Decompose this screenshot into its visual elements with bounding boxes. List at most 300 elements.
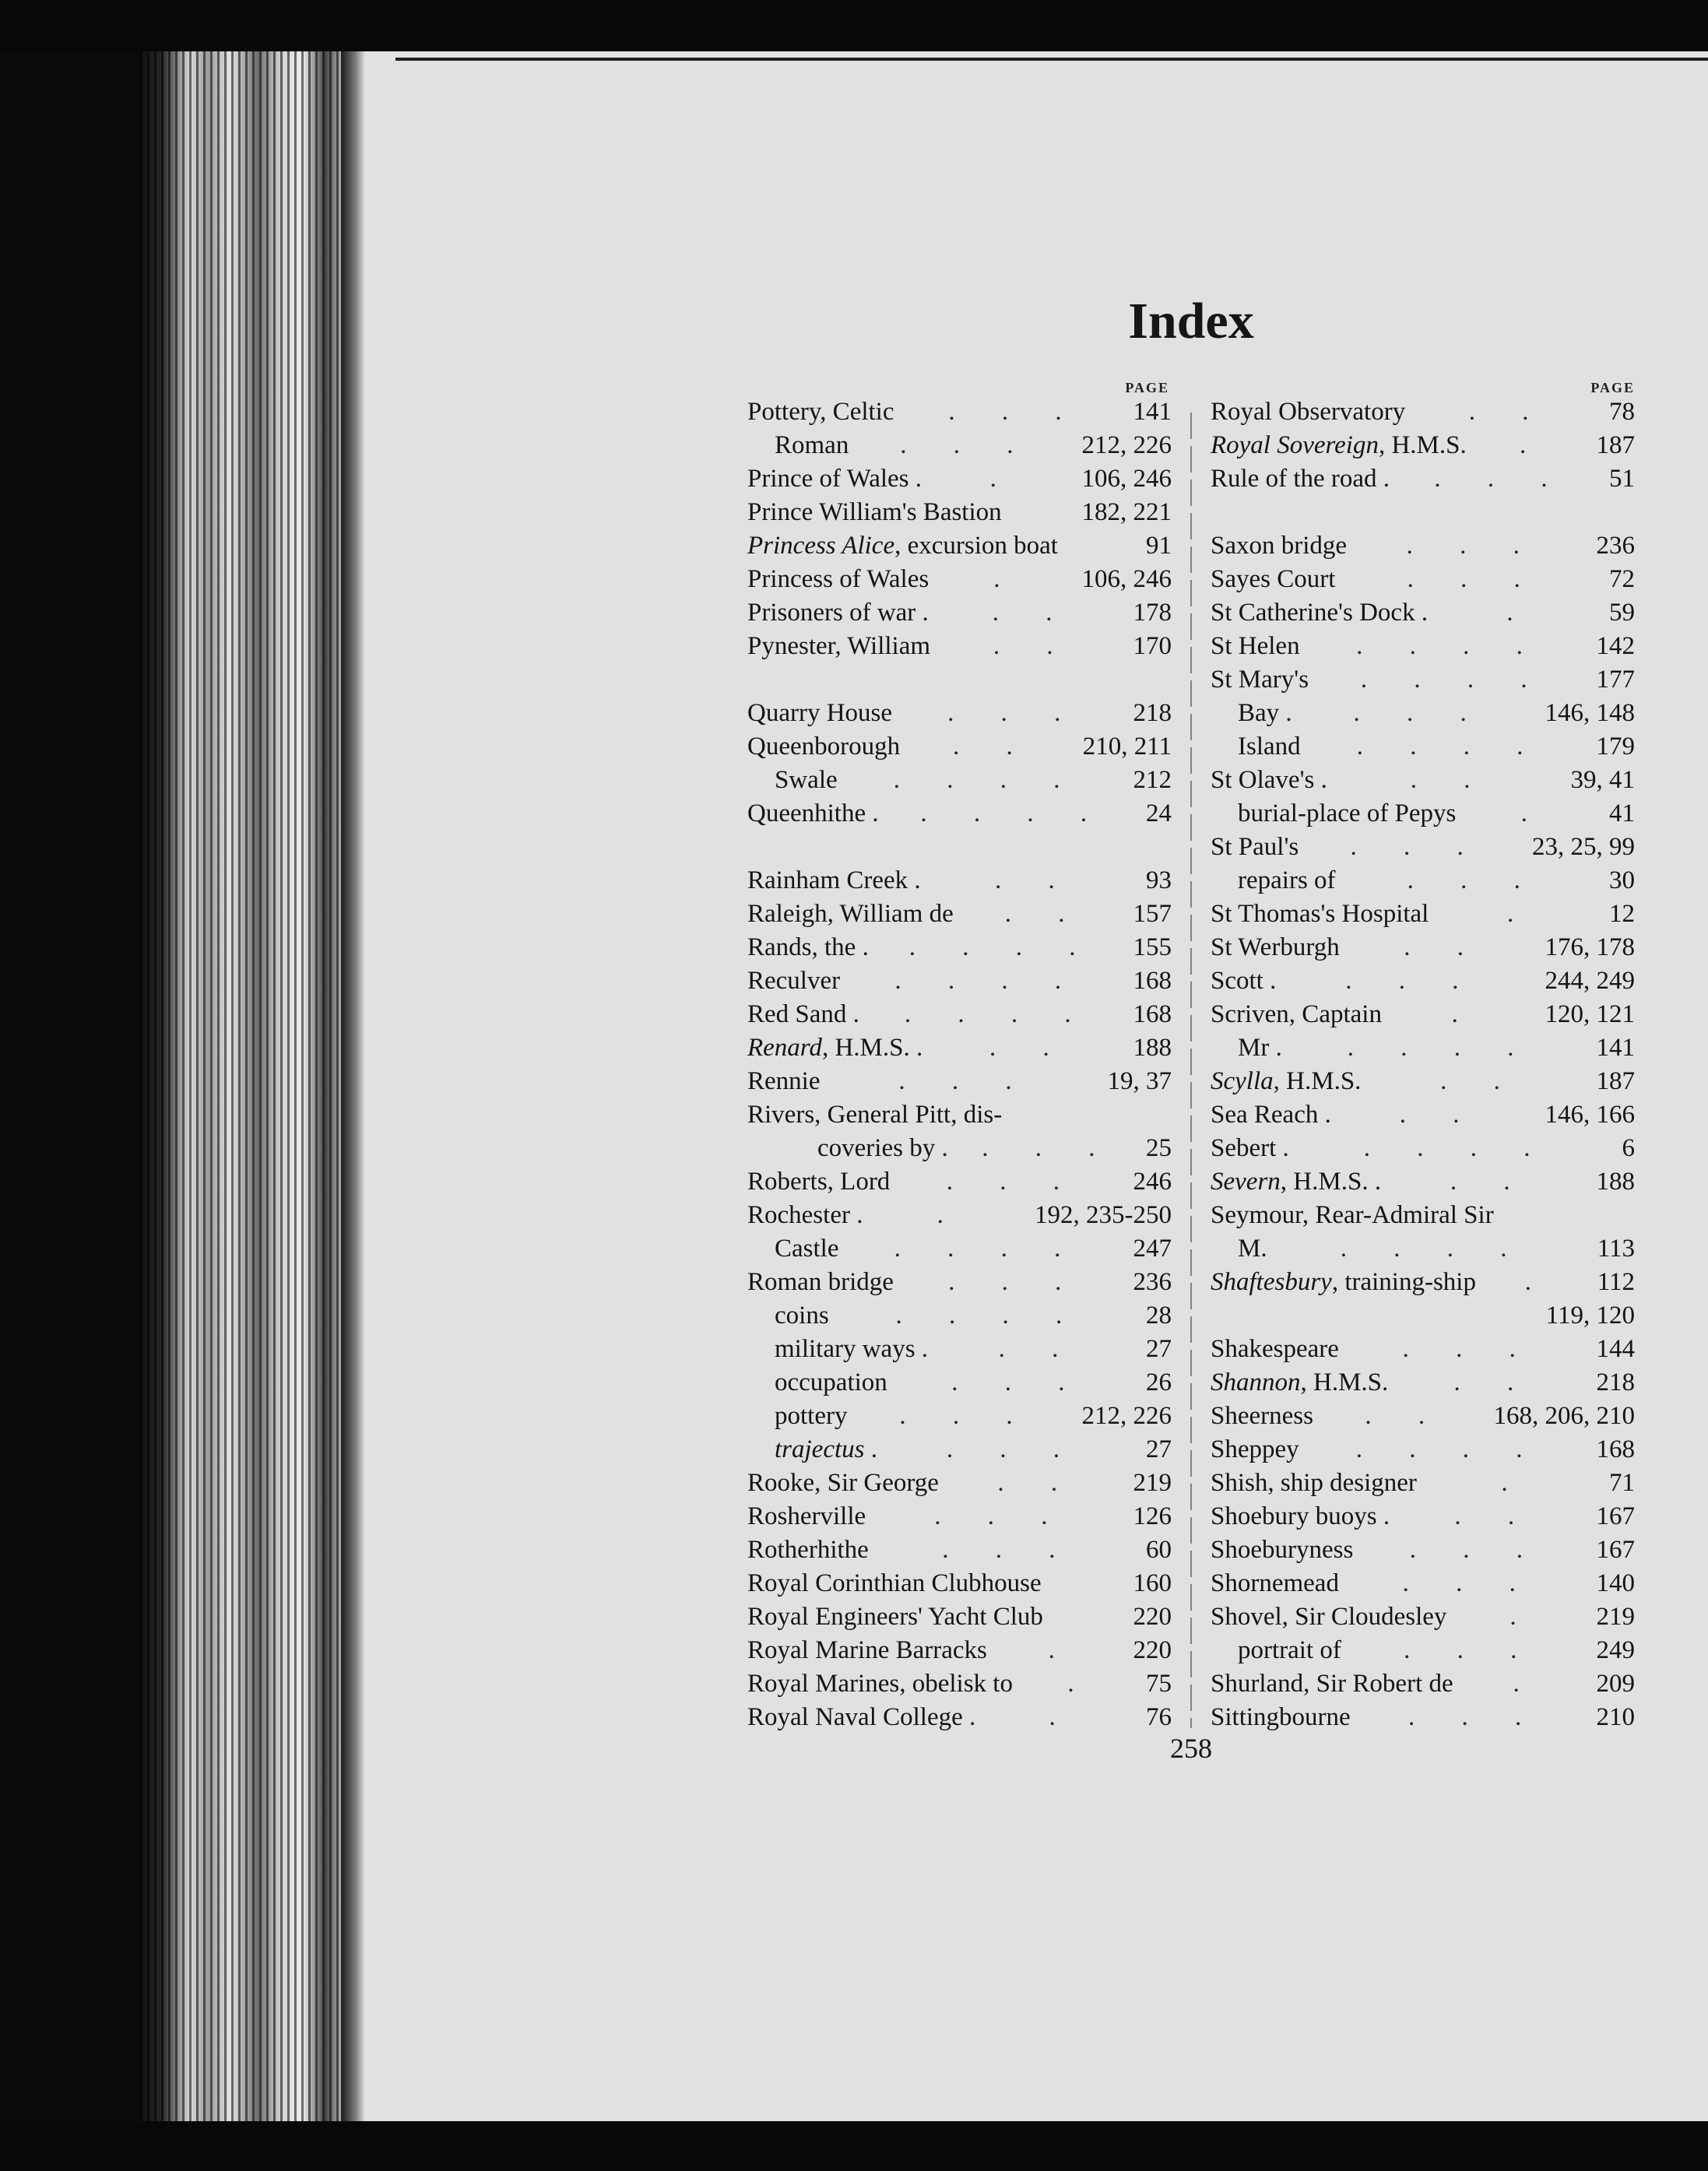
index-entry-label: Shornemead (1211, 1569, 1339, 1597)
index-entry (747, 1433, 1172, 1467)
index-page-numbers: 212, 226 (1081, 1402, 1172, 1430)
index-entry-label: Red Sand . (747, 1000, 859, 1028)
index-entry-label: St Thomas's Hospital (1211, 900, 1429, 928)
index-entry (747, 1567, 1172, 1600)
index-entry-label: Roberts, Lord (747, 1168, 891, 1196)
index-entry (1211, 998, 1635, 1031)
index-entry-label: Roman (775, 431, 849, 459)
dot-leader: . . (1453, 1368, 1534, 1396)
index-entry-italic: trajectus (775, 1435, 865, 1463)
index-page-numbers: 39, 41 (1570, 766, 1635, 794)
dot-leader: . . . (900, 431, 1034, 459)
dot-leader: . . . (1402, 1569, 1536, 1597)
index-page-numbers: 6 (1622, 1134, 1635, 1162)
index-entry (747, 529, 1172, 563)
index-entry (1211, 395, 1635, 429)
dot-leader: . . . (951, 1368, 1085, 1396)
spine-shadow (341, 51, 364, 2124)
index-entry (1211, 1333, 1635, 1366)
index-entry (1211, 1433, 1635, 1467)
page-number: 258 (1170, 1733, 1212, 1764)
index-page-numbers: 76 (1146, 1703, 1172, 1731)
index-entry-label: Rooke, Sir George (747, 1469, 939, 1497)
index-entry (1211, 462, 1635, 496)
index-entry (1211, 1232, 1635, 1266)
index-entry-rest: , H.M.S. (1300, 1368, 1389, 1396)
index-page-numbers: 188 (1596, 1168, 1635, 1196)
index-entry (747, 1232, 1172, 1266)
index-entry-label: Shurland, Sir Robert de (1211, 1670, 1453, 1698)
dot-leader: . (1049, 1703, 1076, 1731)
index-entry-label: Sayes Court (1211, 565, 1336, 593)
index-entry-label (747, 1031, 923, 1065)
index-entry-label: Scott . (1211, 967, 1277, 995)
index-page-numbers: 187 (1596, 431, 1635, 459)
dot-leader: . . . (942, 1536, 1076, 1564)
index-entry (1211, 563, 1635, 596)
index-entry (1211, 964, 1635, 998)
index-page-numbers: 93 (1146, 866, 1172, 894)
index-entry (747, 764, 1172, 797)
index-column-right (1211, 395, 1635, 1734)
dot-leader: . . . . (1356, 732, 1544, 761)
index-entry (1211, 1467, 1635, 1500)
index-entry-rest: , H.M.S. . (1280, 1168, 1382, 1196)
index-page-numbers: 246 (1133, 1168, 1172, 1196)
index-entry-label: Royal Corinthian Clubhouse (747, 1569, 1042, 1597)
index-entry-label: St Paul's (1211, 833, 1299, 861)
index-entry (1211, 429, 1635, 462)
index-entry (1211, 1667, 1635, 1701)
index-page-numbers: 141 (1596, 1034, 1635, 1062)
index-entry (1211, 1065, 1635, 1098)
index-entry (1211, 1533, 1635, 1567)
index-entry-rest: , H.M.S. (1273, 1067, 1362, 1095)
index-entry (747, 630, 1172, 663)
index-page-numbers: 182, 221 (1081, 498, 1172, 526)
index-entry (1211, 1299, 1635, 1333)
index-page-numbers: 168, 206, 210 (1493, 1402, 1635, 1430)
index-page-numbers: 119, 120 (1545, 1302, 1635, 1330)
index-page-numbers: 236 (1596, 532, 1635, 560)
index-page-numbers: 25 (1146, 1134, 1172, 1162)
index-entry-label: Scriven, Captain (1211, 1000, 1382, 1028)
index-entry-italic: Shannon (1211, 1368, 1301, 1396)
index-page-numbers: 26 (1146, 1368, 1172, 1396)
index-spacer (747, 663, 1172, 697)
index-entry (747, 1467, 1172, 1500)
dot-leader: . . (1404, 933, 1484, 961)
index-entry-label: Royal Naval College . (747, 1703, 976, 1731)
index-entry-label (1211, 1266, 1476, 1299)
dot-leader: . . . . (894, 967, 1082, 995)
index-page-numbers: 144 (1596, 1335, 1635, 1363)
index-entry-label (1211, 1065, 1361, 1098)
index-entry-label: Shoeburyness (1211, 1536, 1354, 1564)
index-page-numbers: 160 (1133, 1569, 1172, 1597)
index-entry-italic: Princess Alice (747, 532, 895, 560)
index-page-numbers: 146, 148 (1545, 699, 1635, 727)
dot-leader: . (937, 1201, 964, 1229)
index-entry-label: Raleigh, William de (747, 900, 954, 928)
index-page-numbers: 78 (1609, 398, 1635, 426)
index-page-numbers: 176, 178 (1545, 933, 1635, 961)
index-entry-label: Rivers, General Pitt, dis- (747, 1101, 1003, 1129)
index-entry-label: St Catherine's Dock . (1211, 599, 1429, 627)
index-entry-label (747, 529, 1058, 563)
dot-leader: . . . (982, 1134, 1116, 1162)
index-entry-label: Rochester . (747, 1201, 863, 1229)
index-entry-label: Rule of the road . (1211, 465, 1390, 493)
index-page-numbers: 192, 235-250 (1035, 1201, 1172, 1229)
dot-leader: . . . (1408, 1703, 1542, 1731)
index-entry (747, 429, 1172, 462)
index-entry-label: coins (775, 1302, 829, 1330)
dot-leader: . . (1365, 1402, 1446, 1430)
index-page-numbers: 59 (1609, 599, 1635, 627)
index-spacer (747, 831, 1172, 864)
index-entry-label: Royal Engineers' Yacht Club (747, 1603, 1043, 1631)
index-entry (747, 797, 1172, 831)
index-entry (1211, 797, 1635, 831)
dot-leader: . . (1450, 1168, 1531, 1196)
index-entry-label: Prince William's Bastion (747, 498, 1002, 526)
index-page-numbers: 72 (1609, 565, 1635, 593)
index-entry (1211, 1500, 1635, 1533)
dot-leader: . . . (1345, 967, 1479, 995)
dot-leader: . . . (1350, 833, 1484, 861)
index-entry-label: repairs of (1238, 866, 1336, 894)
index-entry-label: Bay . (1238, 699, 1292, 727)
index-entry (1211, 1165, 1635, 1199)
index-page-numbers: 41 (1609, 799, 1635, 827)
index-entry (747, 462, 1172, 496)
index-entry (747, 964, 1172, 998)
dot-leader: . . . . (1340, 1235, 1527, 1263)
index-page-numbers: 210 (1596, 1703, 1635, 1731)
dot-leader: . (1501, 1469, 1528, 1497)
index-entry-label: St Werburgh (1211, 933, 1340, 961)
dot-leader: . . . . (1347, 1034, 1534, 1062)
dot-leader: . . . (898, 1067, 1032, 1095)
index-entry (1211, 1366, 1635, 1400)
index-page-numbers: 157 (1133, 900, 1172, 928)
index-entry-label: Sheerness (1211, 1402, 1313, 1430)
index-entry (747, 898, 1172, 931)
index-page-numbers: 142 (1596, 632, 1635, 660)
index-page-numbers: 209 (1596, 1670, 1635, 1698)
dot-leader: . . . . (893, 766, 1081, 794)
index-entry-label: Queenhithe . (747, 799, 879, 827)
index-page-numbers: 236 (1133, 1268, 1172, 1296)
index-entry-label: Sebert . (1211, 1134, 1289, 1162)
dot-leader: . . (1399, 1101, 1480, 1129)
index-entry-label: Swale (775, 766, 838, 794)
dot-leader: . . (1410, 766, 1491, 794)
index-entry (1211, 1199, 1635, 1232)
index-entry-label: Royal Marines, obelisk to (747, 1670, 1013, 1698)
index-spacer (1211, 496, 1635, 529)
index-page-numbers: 170 (1133, 632, 1172, 660)
index-entry-label: Shovel, Sir Cloudesley (1211, 1603, 1447, 1631)
index-entry (1211, 864, 1635, 898)
index-page-numbers: 112 (1597, 1268, 1635, 1296)
index-page-numbers: 126 (1133, 1502, 1172, 1530)
index-entry-label: Shakespeare (1211, 1335, 1339, 1363)
index-entry (1211, 931, 1635, 964)
dot-leader: . (1520, 799, 1548, 827)
index-entry-label: Princess of Wales (747, 565, 930, 593)
index-entry-label: Sittingbourne (1211, 1703, 1351, 1731)
index-page-numbers: 113 (1597, 1235, 1635, 1263)
index-entry (747, 1333, 1172, 1366)
index-column-left (747, 395, 1172, 1734)
index-entry (747, 395, 1172, 429)
index-entry (747, 1065, 1172, 1098)
index-page-numbers: 178 (1133, 599, 1172, 627)
dot-leader: . . . (946, 1435, 1081, 1463)
index-entry (747, 1667, 1172, 1701)
index-entry-label: Rosherville (747, 1502, 866, 1530)
index-page-numbers: 167 (1596, 1536, 1635, 1564)
index-entry-rest: , training-ship (1331, 1268, 1476, 1296)
index-entry-rest: . (864, 1435, 877, 1463)
index-entry (747, 1031, 1172, 1065)
index-entry-label: military ways . (775, 1335, 929, 1363)
index-page-numbers: 140 (1596, 1569, 1635, 1597)
index-page-numbers: 212, 226 (1081, 431, 1172, 459)
index-entry-label: Sea Reach . (1211, 1101, 1331, 1129)
index-entry (747, 1500, 1172, 1533)
index-entry (1211, 898, 1635, 931)
dot-leader: . . . . (1356, 632, 1543, 660)
index-entry (1211, 1098, 1635, 1132)
index-page-numbers: 244, 249 (1545, 967, 1635, 995)
index-page-numbers: 30 (1609, 866, 1635, 894)
index-entry (1211, 1132, 1635, 1165)
dot-leader: . . (992, 599, 1073, 627)
index-entry-label: Saxon bridge (1211, 532, 1348, 560)
index-page-numbers: 28 (1146, 1302, 1172, 1330)
index-entry (1211, 1567, 1635, 1600)
scan-margin-bottom (0, 2121, 1708, 2171)
index-page-numbers: 249 (1596, 1636, 1635, 1664)
index-page-numbers: 219 (1596, 1603, 1635, 1631)
index-page-numbers: 168 (1133, 967, 1172, 995)
index-entry-label: Rotherhithe (747, 1536, 869, 1564)
dot-leader: . (1519, 431, 1547, 459)
index-entry (747, 931, 1172, 964)
index-entry (1211, 1634, 1635, 1667)
index-entry-label: Queenborough (747, 732, 901, 761)
dot-leader: . . . . (1355, 1435, 1543, 1463)
index-page-numbers: 210, 211 (1082, 732, 1172, 761)
dot-leader: . (1067, 1670, 1095, 1698)
index-entry (747, 563, 1172, 596)
index-entry-label: St Olave's . (1211, 766, 1327, 794)
index-entry (747, 1132, 1172, 1165)
index-entry-label: portrait of (1238, 1636, 1341, 1664)
index-entry-label: Prince of Wales . (747, 465, 923, 493)
index-page-numbers: 219 (1133, 1469, 1172, 1497)
index-entry (1211, 1701, 1635, 1734)
dot-leader: . . . (899, 1402, 1033, 1430)
index-entry-label: Rainham Creek . (747, 866, 921, 894)
dot-leader: . . (1454, 1502, 1535, 1530)
dot-leader: . . . (1407, 565, 1541, 593)
dot-leader: . . . . (920, 799, 1108, 827)
index-entry-rest: , H.M.S. . (821, 1034, 923, 1062)
index-page-numbers: 177 (1596, 666, 1635, 694)
index-entry (1211, 529, 1635, 563)
index-page-numbers: 12 (1609, 900, 1635, 928)
page-title: Index (1128, 293, 1254, 350)
index-page-numbers: 247 (1133, 1235, 1172, 1263)
index-entry (747, 730, 1172, 764)
index-entry-label: St Helen (1211, 632, 1300, 660)
index-page-numbers: 91 (1146, 532, 1172, 560)
dot-leader: . . . (948, 398, 1082, 426)
dot-leader: . (1509, 1603, 1537, 1631)
index-entry-label: Prisoners of war . (747, 599, 929, 627)
index-entry (747, 1634, 1172, 1667)
index-entry-label (1211, 429, 1467, 462)
index-entry-italic: Renard (747, 1034, 822, 1062)
index-entry (1211, 1031, 1635, 1065)
index-entry-label: Seymour, Rear-Admiral Sir (1211, 1201, 1494, 1229)
index-entry-label: Royal Marine Barracks (747, 1636, 987, 1664)
index-entry-label: M. (1238, 1235, 1267, 1263)
left-page-heading: PAGE (1125, 380, 1169, 395)
column-divider (1190, 413, 1192, 1728)
dot-leader: . . . . (1363, 1134, 1551, 1162)
index-entry-label: Pottery, Celtic (747, 398, 894, 426)
index-entry-label (747, 1433, 877, 1467)
index-entry-label: Rennie (747, 1067, 821, 1095)
dot-leader: . . . (947, 699, 1081, 727)
index-page-numbers: 168 (1596, 1435, 1635, 1463)
index-entry (747, 998, 1172, 1031)
dot-leader: . . (994, 866, 1075, 894)
index-entry (747, 1165, 1172, 1199)
index-page-numbers: 218 (1133, 699, 1172, 727)
index-entry (747, 1366, 1172, 1400)
index-entry-rest: , excursion boat (894, 532, 1058, 560)
index-entry-label: Royal Observatory (1211, 398, 1406, 426)
dot-leader: . . . (1409, 1536, 1544, 1564)
index-entry (747, 1199, 1172, 1232)
index-entry-label: Rands, the . (747, 933, 869, 961)
index-entry-rest: , H.M.S. (1378, 431, 1467, 459)
index-entry (1211, 596, 1635, 630)
index-page-numbers: 187 (1596, 1067, 1635, 1095)
index-page-numbers: 27 (1146, 1435, 1172, 1463)
index-entry-label: burial-place of Pepys (1238, 799, 1457, 827)
index-entry-italic: Scylla (1211, 1067, 1274, 1095)
index-entry-label: Mr . (1238, 1034, 1282, 1062)
dot-leader: . . . . (908, 933, 1096, 961)
index-entry (1211, 630, 1635, 663)
dot-leader: . . . (934, 1502, 1068, 1530)
right-page-heading: PAGE (1590, 380, 1635, 395)
index-entry (747, 697, 1172, 730)
index-page-numbers: 220 (1133, 1603, 1172, 1631)
index-entry-label: St Mary's (1211, 666, 1309, 694)
index-page-numbers: 24 (1146, 799, 1172, 827)
book-spine (140, 51, 366, 2124)
dot-leader: . . . (1353, 699, 1487, 727)
index-entry (747, 596, 1172, 630)
dot-leader: . . . (1402, 1335, 1536, 1363)
dot-leader: . (1451, 1000, 1478, 1028)
index-page-numbers: 188 (1133, 1034, 1172, 1062)
index-entry-label: Island (1238, 732, 1301, 761)
index-page-numbers: 106, 246 (1081, 565, 1172, 593)
dot-leader: . (1513, 1670, 1540, 1698)
index-entry-label: Shish, ship designer (1211, 1469, 1417, 1497)
dot-leader: . (1506, 599, 1534, 627)
index-page-numbers: 146, 166 (1545, 1101, 1635, 1129)
dot-leader: . . . . (894, 1235, 1081, 1263)
index-entry (747, 496, 1172, 529)
dot-leader: . . . (948, 1268, 1082, 1296)
dot-leader: . (1507, 900, 1534, 928)
index-entry-label: Quarry House (747, 699, 893, 727)
index-entry (747, 1701, 1172, 1734)
index-entry (747, 1299, 1172, 1333)
index-entry-italic: Royal Sovereign (1211, 431, 1379, 459)
scan-margin-top (0, 0, 1708, 53)
dot-leader: . . (953, 732, 1033, 761)
index-page-numbers: 120, 121 (1545, 1000, 1635, 1028)
dot-leader: . . . (1407, 866, 1541, 894)
dot-leader: . . . (1434, 465, 1568, 493)
index-page-numbers: 51 (1609, 465, 1635, 493)
index-entry (1211, 1600, 1635, 1634)
dot-leader: . . (1004, 900, 1085, 928)
index-entry-label: Shoebury buoys . (1211, 1502, 1390, 1530)
index-entry (747, 1266, 1172, 1299)
index-entry-label: Castle (775, 1235, 839, 1263)
index-entry-label: pottery (775, 1402, 848, 1430)
dot-leader: . . . . (895, 1302, 1083, 1330)
dot-leader: . . (998, 1335, 1079, 1363)
dot-leader: . . . (1404, 1636, 1538, 1664)
index-page-numbers: 60 (1146, 1536, 1172, 1564)
dot-leader: . . (993, 632, 1074, 660)
index-entry (1211, 697, 1635, 730)
index-entry (747, 1400, 1172, 1433)
index-page-numbers: 167 (1596, 1502, 1635, 1530)
dot-leader: . . (1468, 398, 1549, 426)
index-entry (747, 1533, 1172, 1567)
index-entry (1211, 1266, 1635, 1299)
index-page-numbers: 141 (1133, 398, 1172, 426)
dot-leader: . (989, 465, 1017, 493)
index-entry (747, 864, 1172, 898)
dot-leader: . . . (946, 1168, 1081, 1196)
index-entry-italic: Severn (1211, 1168, 1281, 1196)
dot-leader: . (993, 565, 1021, 593)
dot-leader: . . (997, 1469, 1078, 1497)
index-page-numbers: 212 (1133, 766, 1172, 794)
dot-leader: . (1048, 1636, 1075, 1664)
index-entry (1211, 663, 1635, 697)
index-entry-label: Sheppey (1211, 1435, 1299, 1463)
index-page-numbers: 106, 246 (1081, 465, 1172, 493)
dot-leader: . . . (1406, 532, 1540, 560)
index-entry-label: Reculver (747, 967, 841, 995)
